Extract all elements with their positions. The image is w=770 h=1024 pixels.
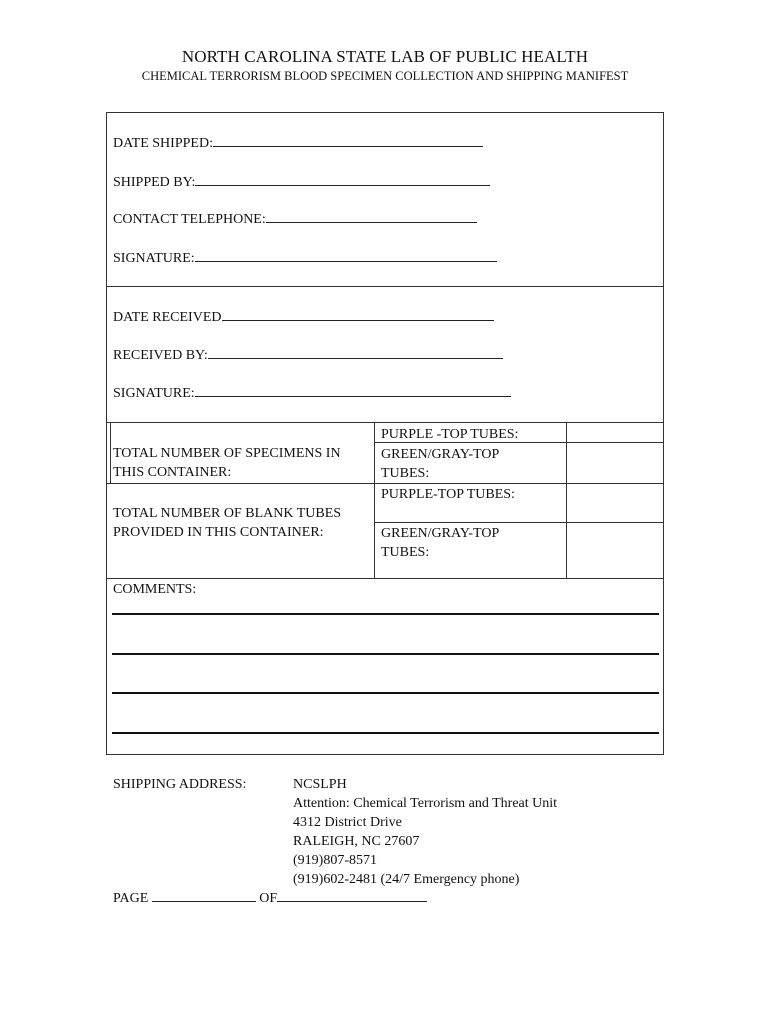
receiver-signature-label: SIGNATURE:	[113, 386, 195, 401]
comment-line[interactable]	[112, 653, 659, 655]
section-divider	[106, 578, 664, 579]
of-label: OF	[259, 891, 278, 906]
specimens-purple-count-field[interactable]	[567, 423, 663, 442]
date-received-label: DATE RECEIVED	[113, 310, 222, 325]
date-received-row	[113, 307, 494, 327]
received-by-row	[113, 345, 503, 365]
page-total-field[interactable]	[277, 888, 427, 902]
page-number-row	[113, 888, 427, 908]
shipped-by-row	[113, 172, 490, 192]
blank-green-label: GREEN/GRAY-TOP TUBES:	[381, 526, 499, 560]
address-line: (919)602-2481 (24/7 Emergency phone)	[293, 872, 520, 887]
shipped-by-label: SHIPPED BY:	[113, 175, 196, 190]
address-line: NCSLPH	[293, 777, 347, 792]
comments-label: COMMENTS:	[113, 582, 197, 597]
comment-line[interactable]	[112, 692, 659, 694]
specimens-green-label: GREEN/GRAY-TOP TUBES:	[381, 447, 499, 481]
page-label: PAGE	[113, 891, 149, 906]
shipper-signature-field[interactable]	[195, 248, 497, 262]
comment-line[interactable]	[112, 613, 659, 615]
address-line: RALEIGH, NC 27607	[293, 834, 420, 849]
address-line: (919)807-8571	[293, 853, 377, 868]
section-divider	[106, 286, 664, 287]
specimens-count-label: TOTAL NUMBER OF SPECIMENS IN THIS CONTAINER:	[113, 446, 341, 480]
shipping-address-label: SHIPPING ADDRESS:	[113, 777, 247, 792]
date-shipped-label: DATE SHIPPED:	[113, 136, 213, 151]
shipper-signature-label: SIGNATURE:	[113, 251, 195, 266]
blank-purple-count-field[interactable]	[567, 484, 663, 522]
page-number-field[interactable]	[152, 888, 256, 902]
blank-purple-label: PURPLE-TOP TUBES:	[381, 487, 515, 502]
document-subtitle: CHEMICAL TERRORISM BLOOD SPECIMEN COLLECTION AND SHIPPING MANIFEST	[141, 69, 629, 83]
address-line: 4312 District Drive	[293, 815, 402, 830]
specimens-purple-label: PURPLE -TOP TUBES:	[381, 427, 519, 442]
receiver-signature-field[interactable]	[195, 383, 511, 397]
contact-telephone-label: CONTACT TELEPHONE:	[113, 212, 266, 227]
date-received-field[interactable]	[222, 307, 494, 321]
date-shipped-row	[113, 133, 483, 153]
shipper-signature-row	[113, 248, 497, 268]
comment-line[interactable]	[112, 732, 659, 734]
table-divider	[374, 422, 375, 578]
contact-telephone-row	[113, 209, 477, 229]
table-divider	[110, 422, 111, 484]
contact-telephone-field[interactable]	[266, 209, 477, 223]
blank-green-count-field[interactable]	[567, 523, 663, 578]
receiver-signature-row	[113, 383, 511, 403]
blank-tubes-label: TOTAL NUMBER OF BLANK TUBES PROVIDED IN THIS CONTAINER:	[113, 506, 342, 540]
received-by-label: RECEIVED BY:	[113, 348, 208, 363]
document-title: NORTH CAROLINA STATE LAB OF PUBLIC HEALTH	[181, 47, 589, 66]
date-shipped-field[interactable]	[213, 133, 483, 147]
specimens-green-count-field[interactable]	[567, 443, 663, 483]
address-line: Attention: Chemical Terrorism and Threat Unit	[293, 796, 558, 811]
shipped-by-field[interactable]	[195, 172, 490, 186]
received-by-field[interactable]	[208, 345, 503, 359]
